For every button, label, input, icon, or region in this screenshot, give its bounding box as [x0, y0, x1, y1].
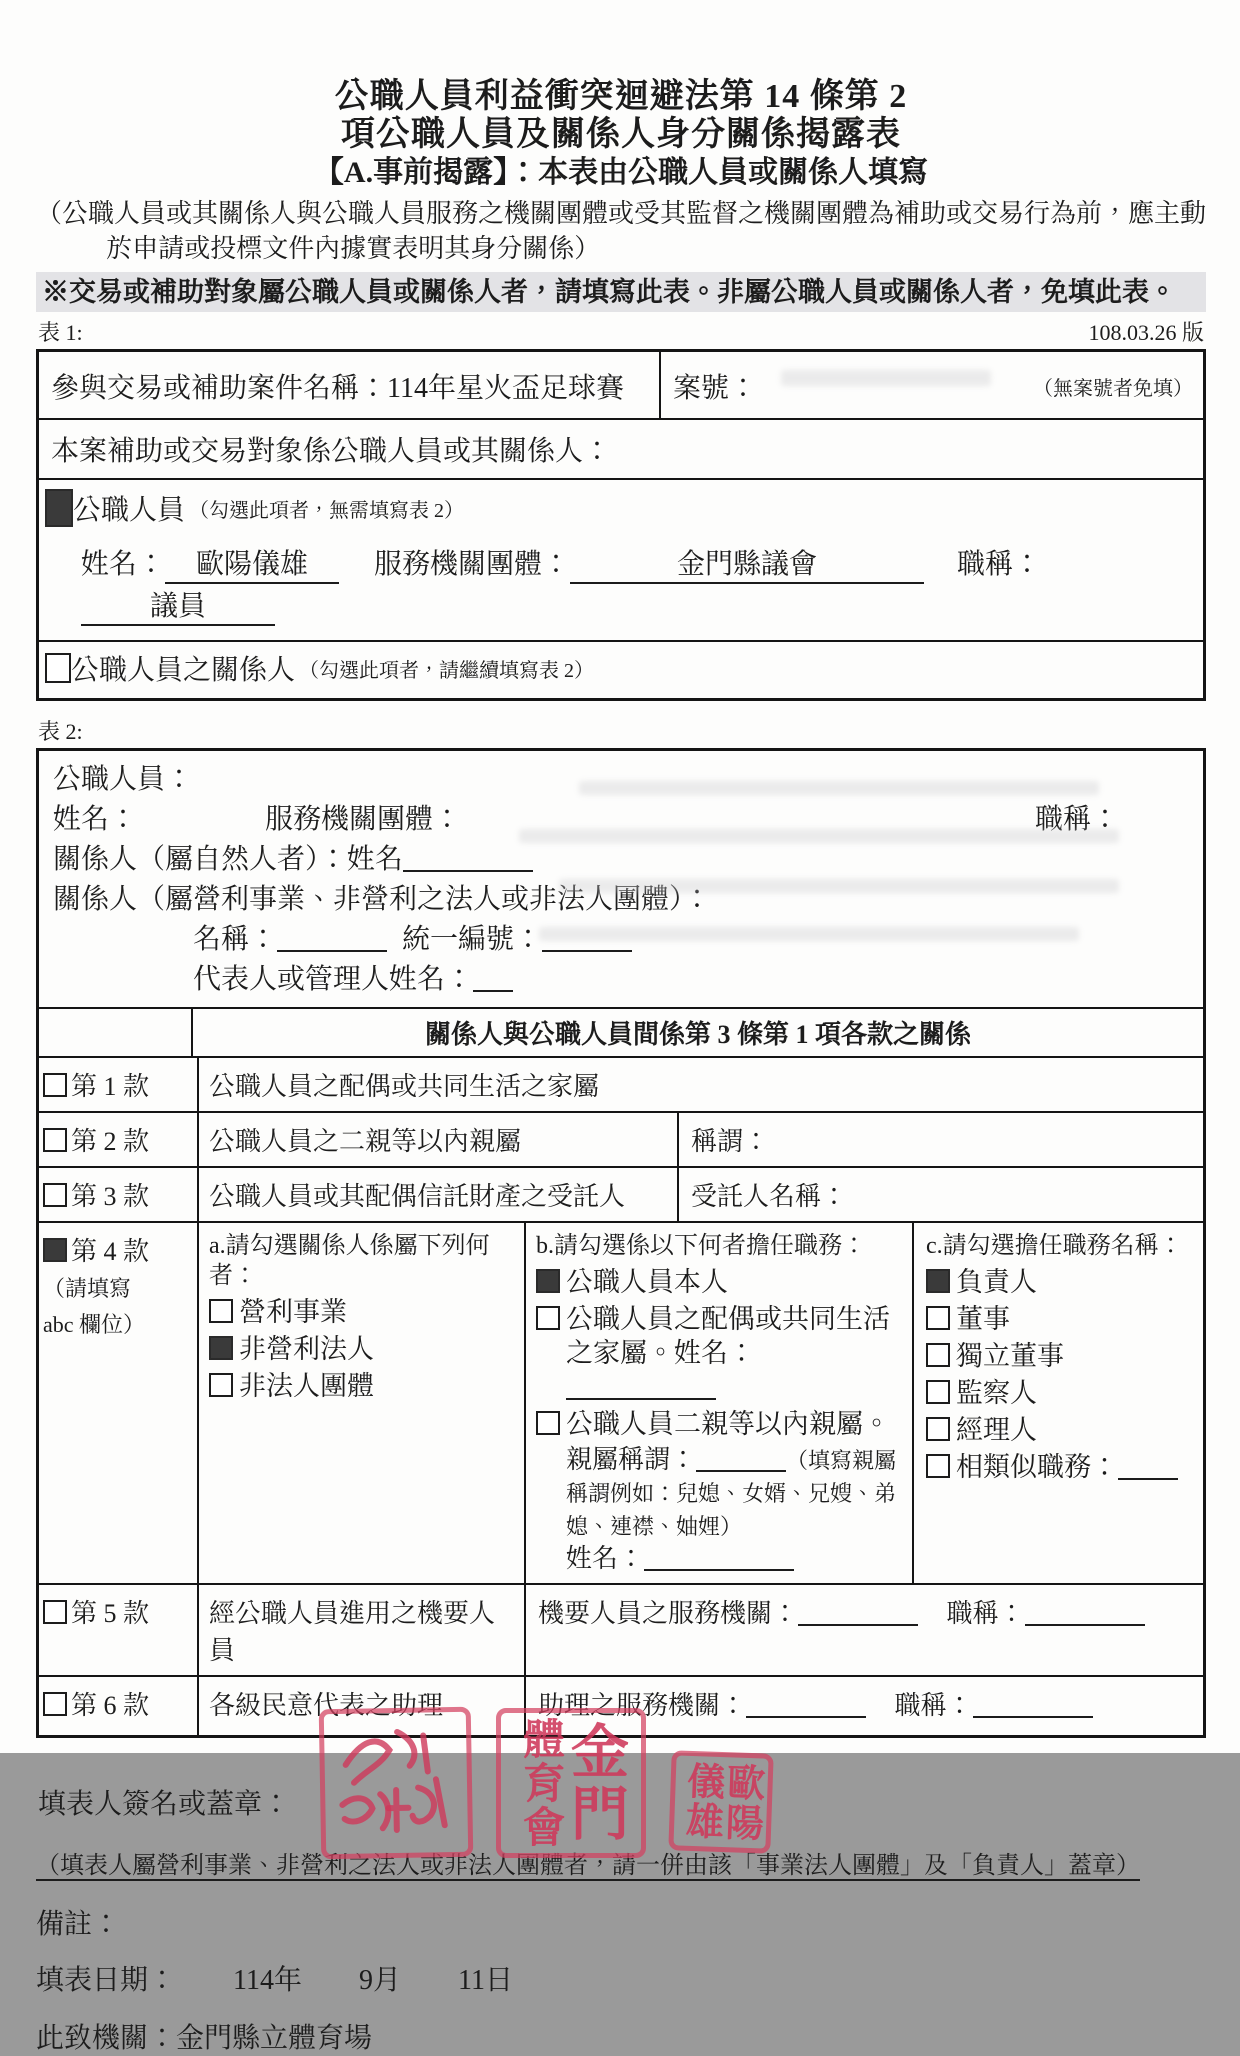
kinship-hint: （填寫親屬稱謂例如：兒媳、女婿、兄嫂、弟媳、連襟、妯娌）: [566, 1448, 897, 1539]
org-name-uid-line: [53, 921, 1189, 959]
relation-table: [39, 1007, 1203, 1735]
relative-name-blank[interactable]: [644, 1543, 794, 1571]
opt-director: 董事: [956, 1304, 1010, 1334]
checkbox-item3[interactable]: [43, 1183, 67, 1207]
case-number-hint: （無案號者免填）: [1033, 377, 1193, 400]
seal-column-kinmen: 金門: [562, 1721, 627, 1845]
table1-related-cell: [39, 642, 1203, 698]
kinmen-sports-association-seal: [496, 1708, 646, 1858]
item1-no: 第 1 款: [71, 1072, 150, 1101]
table1: [36, 349, 1206, 701]
item2-no: 第 2 款: [71, 1127, 150, 1156]
item5-no: 第 5 款: [71, 1599, 150, 1628]
opt-manager: 經理人: [956, 1415, 1037, 1445]
org-name-blank[interactable]: [277, 924, 387, 952]
opt-unincorporated-group: 非法人團體: [239, 1371, 374, 1401]
item6-no: 第 6 款: [71, 1691, 150, 1720]
item5-extra-label1: 機要人員之服務機關：: [538, 1599, 799, 1628]
fill-date-month: 9月: [358, 1965, 401, 1996]
manager-name-blank[interactable]: [473, 964, 513, 992]
checkbox-item5[interactable]: [43, 1600, 67, 1624]
form-subtitle-disclosure-type: 【A.事前揭露】：本表由公職人員或關係人填寫: [313, 156, 929, 189]
table2: [36, 748, 1206, 1738]
item3-extra: 受託人名稱：: [691, 1182, 848, 1211]
kinship-block: [536, 1444, 904, 1575]
relation-row-3: [39, 1168, 1203, 1223]
relation-row-5: [39, 1585, 1203, 1677]
stamping-instruction-note: （填表人屬營利事業、非營利之法人或非法人團體者，請一併由該「事業法人團體」及「負責人」蓋章）: [36, 1853, 1140, 1879]
checkbox-item1[interactable]: [43, 1073, 67, 1097]
kinship-label: 親屬稱謂：: [566, 1445, 697, 1474]
opt-profit-business: 營利事業: [239, 1297, 347, 1327]
item4-col-b: [526, 1223, 914, 1583]
checkbox-official-himself[interactable]: [536, 1269, 560, 1293]
item5-job-blank[interactable]: [1025, 1598, 1145, 1626]
spouse-name-blank[interactable]: [566, 1372, 716, 1400]
fill-date-year: 114年: [233, 1965, 302, 1996]
intro-paragraph: （公職人員或其關係人與公職人員服務之機關團體或受其監督之機關團體為補助或交易行為前，應主動於申請或投標文件內據實表明其身分關係）: [36, 199, 1207, 263]
form-title-line2: 項公職人員及關係人身分關係揭露表: [341, 116, 901, 153]
case-number-cell: [661, 352, 1203, 418]
col-a-title: a.請勾選關係人係屬下列何者：: [209, 1233, 490, 1289]
table1-row-case: [39, 352, 1203, 420]
name-field[interactable]: 歐陽儀雄: [165, 542, 339, 584]
item2-extra: 稱謂：: [691, 1127, 770, 1156]
checkbox-supervisor[interactable]: [926, 1380, 950, 1404]
seal-script-glyphs: [331, 1719, 461, 1847]
option-public-official-label: 公職人員: [73, 495, 186, 526]
checkbox-second-degree-relative[interactable]: [536, 1411, 560, 1435]
table1-official-cell: [39, 480, 1203, 642]
addressed-agency-line: [36, 2016, 1206, 2056]
opt-spouse-or-family: [566, 1302, 904, 1404]
opt-similar-position-label: 相類似職務：: [956, 1452, 1118, 1482]
checkbox-item6[interactable]: [43, 1692, 67, 1716]
item4-col-a: [199, 1223, 526, 1583]
personal-name-seal: [668, 1750, 773, 1853]
signer-label: 填表人簽名或蓋章：: [38, 1789, 291, 1820]
item4-col-c: [914, 1223, 1203, 1583]
opt-second-degree-relative: 公職人員二親等以內親屬。: [566, 1409, 890, 1439]
table2-caption: 表 2:: [38, 719, 83, 744]
item4-note-line1: （請填寫: [43, 1276, 132, 1301]
form-version: 108.03.26 版: [1088, 320, 1204, 345]
form-title-block: [36, 78, 1206, 192]
signature-area: [36, 1717, 1206, 1850]
item4-no: 第 4 款: [71, 1237, 150, 1266]
checkbox-manager[interactable]: [926, 1417, 950, 1441]
opt-supervisor: 監察人: [956, 1378, 1037, 1408]
option-public-official-hint: （勾選此項者，無需填寫表 2）: [189, 499, 465, 522]
kinship-blank[interactable]: [696, 1444, 786, 1472]
related-person-name-blank[interactable]: [403, 844, 533, 872]
relative-name-label: 姓名：: [566, 1544, 645, 1573]
checkbox-item4[interactable]: [43, 1238, 67, 1262]
opt-similar-position: [956, 1450, 1178, 1484]
checkbox-independent-director[interactable]: [926, 1343, 950, 1367]
col-b-title: b.請勾選係以下何者擔任職務：: [536, 1233, 866, 1259]
item5-desc: 經公職人員進用之機要人員: [199, 1585, 526, 1675]
fill-date-day: 11日: [458, 1965, 513, 1996]
opt-nonprofit-legal-person: 非營利法人: [239, 1334, 374, 1364]
item3-desc: 公職人員或其配偶信託財產之受託人: [199, 1168, 679, 1221]
relation-header-row: [39, 1009, 1203, 1058]
job-title-field[interactable]: 議員: [81, 584, 275, 626]
item1-desc: 公職人員之配偶或共同生活之家屬: [209, 1072, 600, 1101]
form-title-line1: 公職人員利益衝突迴避法第 14 條第 2: [334, 78, 908, 115]
seal-column-sports-association: 體育會: [517, 1717, 563, 1849]
org-label: 服務機關團體：: [374, 549, 571, 580]
case-name-cell: [39, 352, 661, 418]
col-c-title: c.請勾選擔任職務名稱：: [926, 1233, 1183, 1259]
relation-row-4: [39, 1223, 1203, 1585]
related-organization-line: 關係人（屬營利事業、非營利之法人或非法人團體）：: [53, 884, 712, 915]
opt-official-himself: 公職人員本人: [566, 1267, 728, 1297]
table1-caption: 表 1:: [38, 320, 83, 345]
checkbox-nonprofit-legal-person[interactable]: [209, 1336, 233, 1360]
table2-head-area: [39, 751, 1203, 1007]
org-name-label: 名稱：: [193, 924, 278, 955]
checkbox-responsible-person[interactable]: [926, 1269, 950, 1293]
fill-date-label: 填表日期：: [36, 1965, 177, 1996]
name-label: 姓名：: [81, 549, 166, 580]
addressed-agency-label: 此致機關：: [36, 2023, 177, 2054]
manager-line: [53, 961, 1189, 999]
item6-desc: 各級民意代表之助理: [199, 1677, 526, 1735]
job-title-label: 職稱：: [957, 549, 1042, 580]
checkbox-profit-business[interactable]: [209, 1299, 233, 1323]
option-related-person-label: 公職人員之關係人: [71, 655, 296, 686]
t2-org-label: 服務機關團體：: [265, 804, 462, 835]
item5-org-blank[interactable]: [798, 1598, 918, 1626]
item3-no: 第 3 款: [71, 1182, 150, 1211]
checkbox-spouse-or-family[interactable]: [536, 1306, 560, 1330]
official-fields-line: [53, 801, 1189, 839]
case-name-value: 114年星火盃足球賽: [387, 373, 624, 404]
case-number-label: 案號：: [673, 373, 758, 404]
checkbox-unincorporated-group[interactable]: [209, 1373, 233, 1397]
item6-job-blank[interactable]: [973, 1690, 1093, 1718]
item6-org-blank[interactable]: [746, 1690, 866, 1718]
opt-spouse-or-family-label: 公職人員之配偶或共同生活之家屬。姓名：: [566, 1304, 890, 1368]
uid-label: 統一編號：: [402, 924, 543, 955]
remark-label: 備註：: [36, 1909, 121, 1940]
opt-independent-director: 獨立董事: [956, 1341, 1064, 1371]
relation-row-2: [39, 1113, 1203, 1168]
seal-column-surname: 歐陽: [718, 1761, 764, 1844]
manager-label: 代表人或管理人姓名：: [193, 964, 474, 995]
checkbox-similar-position[interactable]: [926, 1454, 950, 1478]
relation-row-1: [39, 1058, 1203, 1113]
seal-column-given-name: 儀雄: [678, 1760, 724, 1843]
checkbox-related-person[interactable]: [45, 653, 71, 683]
case-name-label: 參與交易或補助案件名稱：: [51, 373, 388, 404]
opt-responsible-person: 負責人: [956, 1267, 1037, 1297]
highlighted-notice: ※交易或補助對象屬公職人員或關係人者，請填寫此表。非屬公職人員或關係人者，免填此表。: [36, 272, 1206, 312]
item2-desc: 公職人員之二親等以內親屬: [199, 1113, 679, 1166]
item5-extra-label2: 職稱：: [946, 1599, 1025, 1628]
item5-extra: [526, 1585, 1203, 1675]
ornate-signature-seal: [319, 1707, 474, 1860]
table1-subject-heading: 本案補助或交易對象係公職人員或其關係人：: [39, 420, 1203, 480]
fill-date-line: [36, 1958, 1206, 1998]
addressed-agency-value: 金門縣立體育場: [176, 2023, 373, 2054]
item6-extra-label2: 職稱：: [894, 1691, 973, 1720]
item4-note-line2: abc 欄位）: [43, 1312, 146, 1337]
related-natural-person-label: 關係人（屬自然人者）：姓名: [53, 844, 404, 875]
related-natural-person-line: [53, 841, 1189, 879]
option-related-person-hint: （勾選此項者，請繼續填寫表 2）: [299, 659, 595, 682]
t2-job-label: 職稱：: [1034, 804, 1119, 835]
t2-name-label: 姓名：: [53, 804, 138, 835]
item6-extra-label1: 助理之服務機關：: [538, 1691, 747, 1720]
checkbox-item2[interactable]: [43, 1128, 67, 1152]
checkbox-director[interactable]: [926, 1306, 950, 1330]
relation-header: 關係人與公職人員間係第 3 條第 1 項各款之關係: [424, 1020, 971, 1049]
org-field[interactable]: 金門縣議會: [570, 542, 924, 584]
official-identity-line: [45, 542, 1193, 626]
checkbox-public-official[interactable]: [45, 489, 73, 527]
official-heading: 公職人員：: [53, 764, 194, 795]
uid-blank[interactable]: [542, 924, 632, 952]
similar-position-blank[interactable]: [1118, 1452, 1178, 1480]
